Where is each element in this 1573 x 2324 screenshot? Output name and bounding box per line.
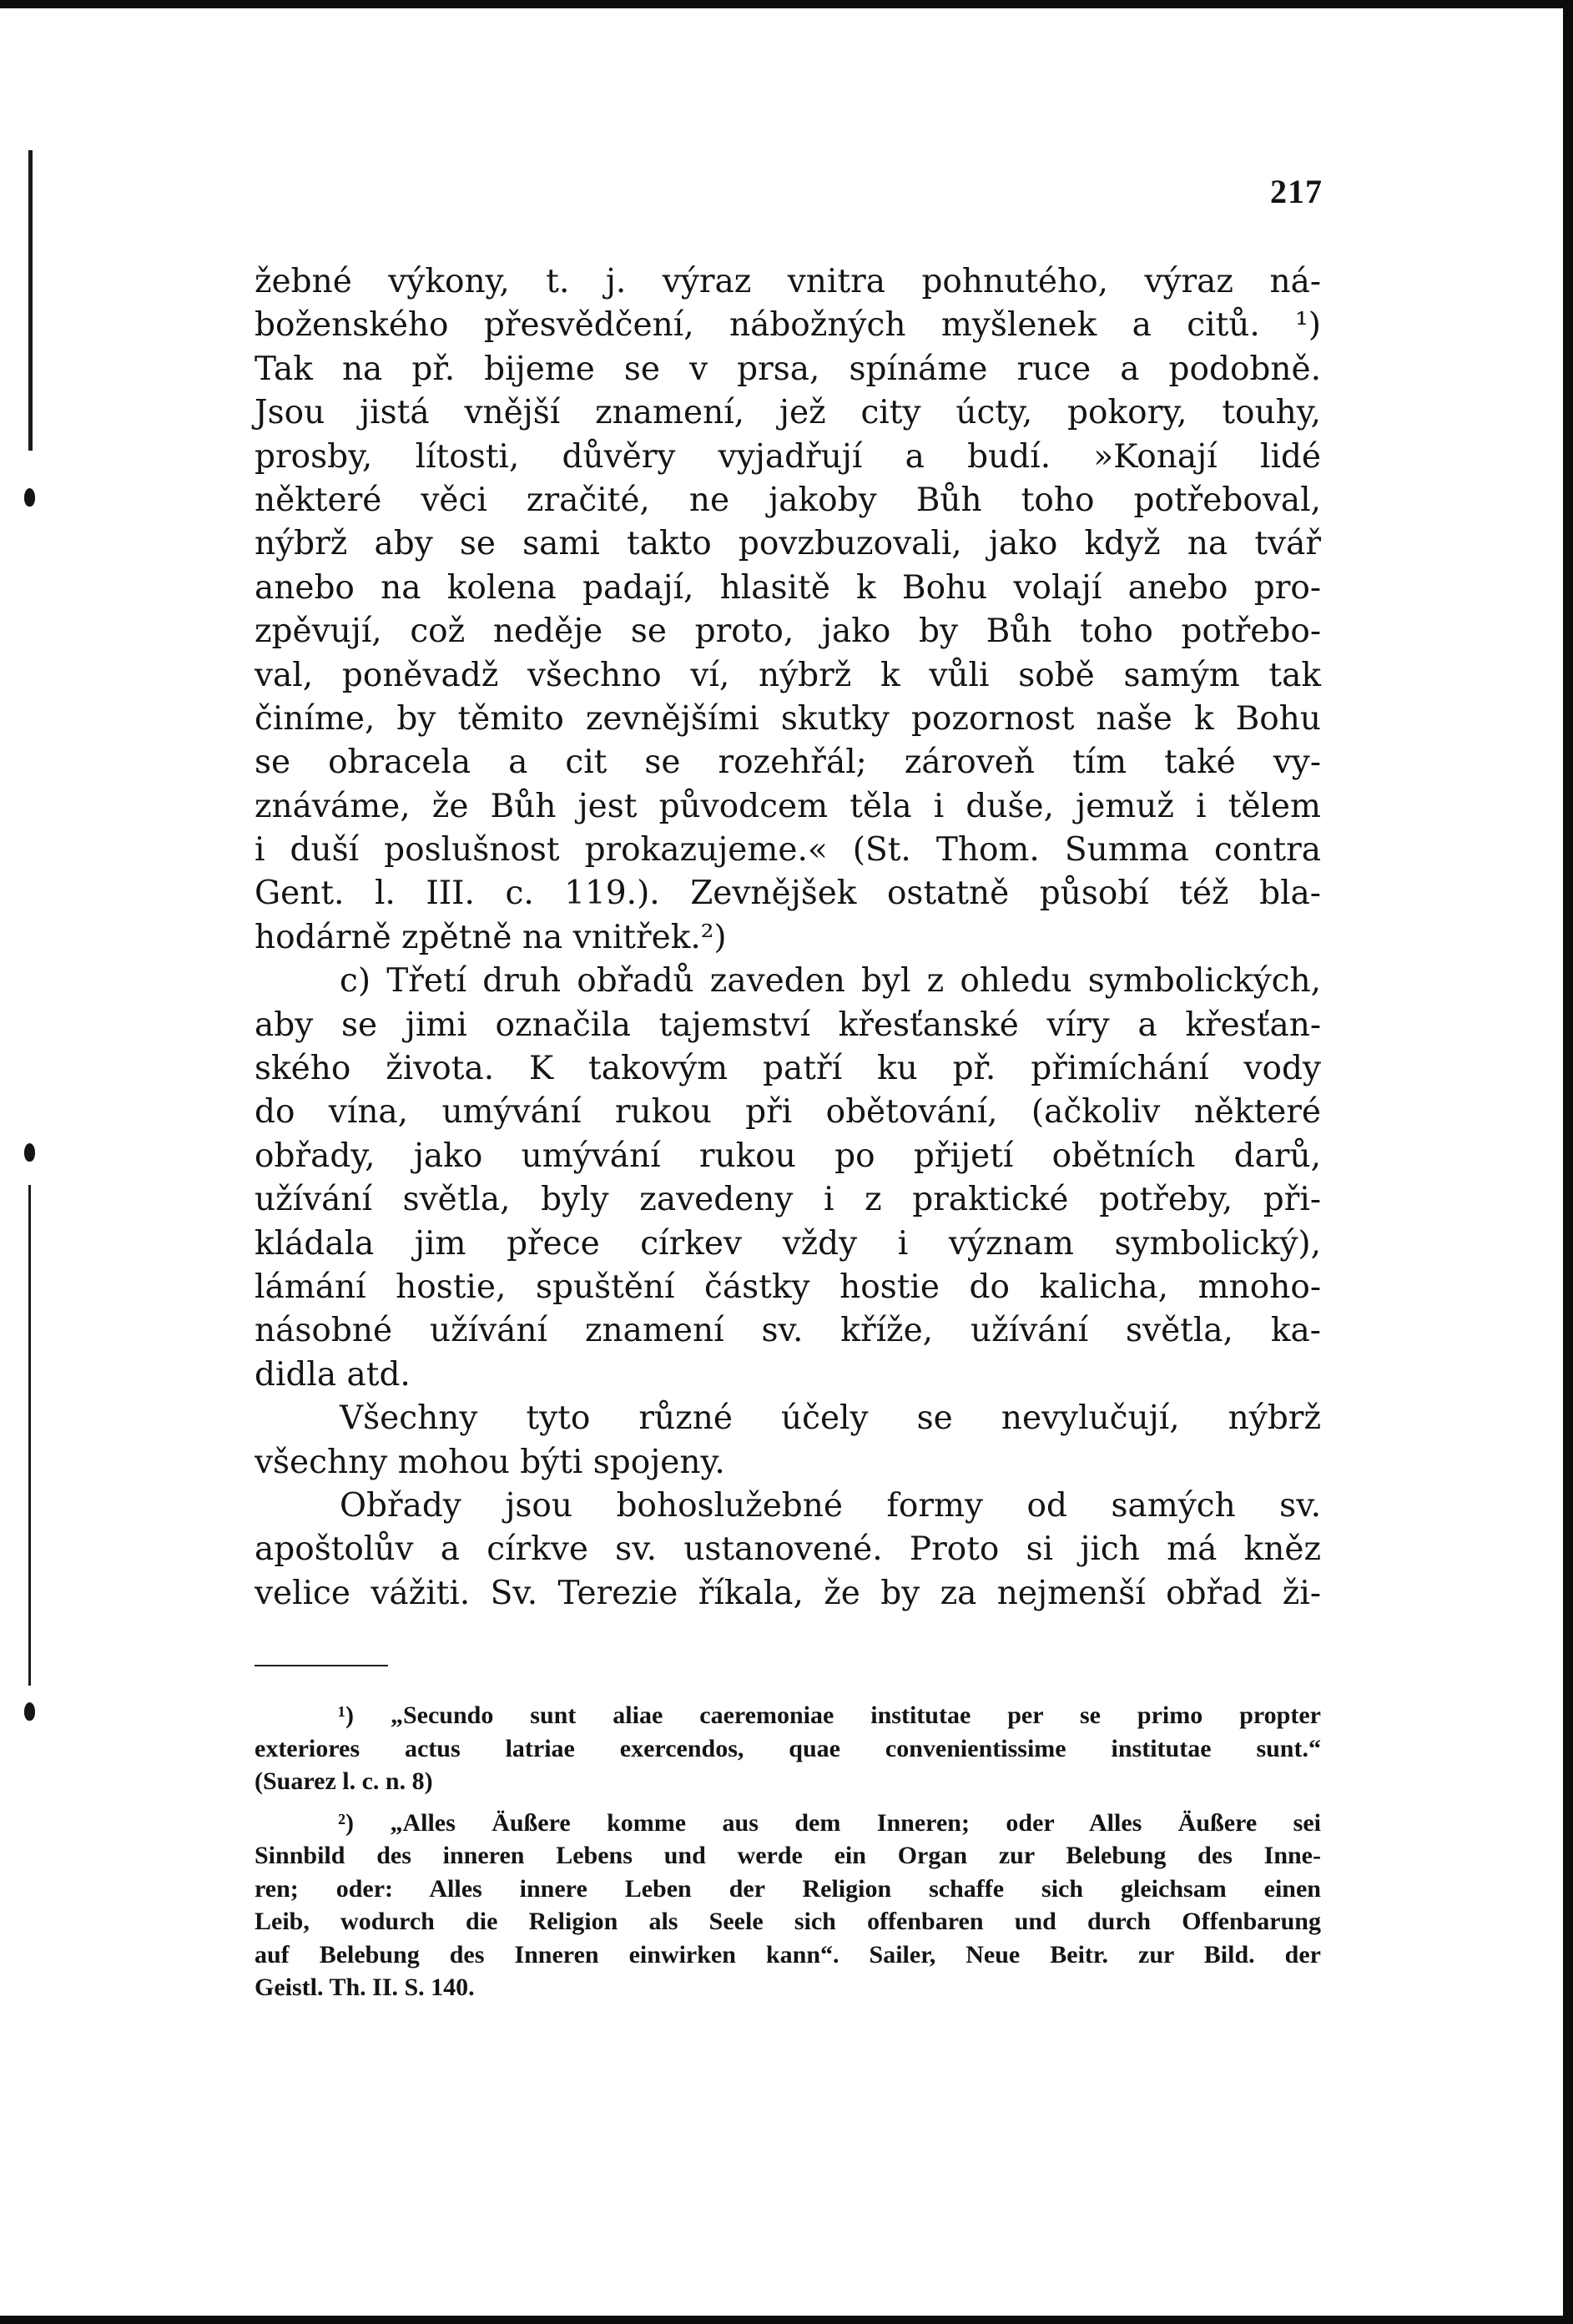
text-line: velice vážiti. Sv. Terezie říkala, že by za nejmenší obřad ži-	[255, 1574, 1321, 1612]
text-line: násobné užívání znamení sv. kříže, užívání světla, ka-	[255, 1312, 1321, 1350]
text-line: některé věci zračité, ne jakoby Bůh toho potřeboval,	[255, 481, 1321, 519]
footnotes	[255, 1699, 1321, 2004]
text-line: užívání světla, byly zavedeny i z praktické potřeby, při-	[255, 1181, 1321, 1219]
text-line: val, poněvadž všechno ví, nýbrž k vůli sobě samým tak	[255, 656, 1321, 694]
footnote-line: auf Belebung des Inneren einwirken kann“. Sailer, Neue Beitr. zur Bild. der	[255, 1940, 1321, 1969]
footnote-line: ren; oder: Alles innere Leben der Religion schaffe sich gleichsam einen	[255, 1874, 1321, 1903]
text-line: žebné výkony, t. j. výraz vnitra pohnutého, výraz ná-	[255, 263, 1321, 300]
text-line: Všechny tyto různé účely se nevylučují, nýbrž	[340, 1399, 1321, 1438]
text-line: všechny mohou býti spojeny.	[255, 1443, 725, 1481]
text-line: zpěvují, což neděje se proto, jako by Bůh toho potřebo-	[255, 613, 1321, 651]
text-line: nýbrž aby se sami takto povzbuzovali, jako když na tvář	[255, 525, 1321, 563]
text-line: prosby, lítosti, důvěry vyjadřují a budí. »Konají lidé	[255, 437, 1321, 476]
footnote-separator	[255, 1665, 388, 1666]
footnote-line: ¹) „Secundo sunt aliae caeremoniae institutae per se primo propter	[338, 1701, 1321, 1729]
footnote-gap	[255, 1798, 1321, 1807]
text-line: boženského přesvědčení, nábožných myšlenek a citů. ¹)	[255, 306, 1321, 345]
footnote-line: Sinnbild des inneren Lebens und werde ein Organ zur Belebung des Inne-	[255, 1842, 1321, 1869]
footnote-line: exteriores actus latriae exercendos, quae convenientissime institutae sunt.“	[255, 1734, 1321, 1762]
text-line: do vína, umývání rukou při obětování, (ačkoliv některé	[255, 1093, 1321, 1132]
text-line: obřady, jako umývání rukou po přijetí obětních darů,	[255, 1137, 1321, 1175]
text-line: ského života. K takovým patří ku př. přimíchání vody	[255, 1050, 1321, 1088]
text-line: apoštolův a církve sv. ustanovené. Proto si jich má kněz	[255, 1530, 1321, 1569]
text-line: se obracela a cit se rozehřál; zároveň tím také vy-	[255, 744, 1321, 782]
text-line: činíme, by těmito zevnějšími skutky pozornost naše k Bohu	[255, 699, 1321, 738]
text-line: kládala jim přece církev vždy i význam symbolický),	[255, 1224, 1321, 1263]
text-line: Obřady jsou bohoslužebné formy od samých sv.	[340, 1486, 1321, 1525]
binding-edge-dot	[24, 1702, 35, 1721]
text-line: c) Třetí druh obřadů zaveden byl z ohledu symbolických,	[340, 962, 1321, 1001]
text-line: Jsou jistá vnější znamení, jež city úcty, pokory, touhy,	[255, 394, 1321, 432]
text-line: i duší poslušnost prokazujeme.« (St. Thom. Summa contra	[255, 831, 1321, 870]
text-line: aby se jimi označila tajemství křesťanské víry a křesťan-	[255, 1006, 1321, 1044]
page-number: 217	[1270, 173, 1323, 210]
footnote-line: Leib, wodurch die Religion als Seele sich offenbaren und durch Offenbarung	[255, 1908, 1321, 1935]
main-text	[255, 260, 1321, 1616]
text-line: hodárně zpětně na vnitřek.²)	[255, 918, 727, 956]
footnote-line: (Suarez l. c. n. 8)	[255, 1767, 433, 1795]
text-line: Tak na př. bijeme se v prsa, spínáme ruce a podobně.	[255, 350, 1321, 388]
text-line: didla atd.	[255, 1355, 411, 1394]
binding-edge-mark	[28, 150, 33, 451]
text-line: anebo na kolena padají, hlasitě k Bohu volají anebo pro-	[255, 568, 1321, 607]
text-line: lámání hostie, spuštění částky hostie do kalicha, mnoho-	[255, 1268, 1321, 1306]
footnote-line: ²) „Alles Äußere komme aus dem Inneren; oder Alles Äußere sei	[338, 1808, 1321, 1837]
binding-edge-dot	[24, 488, 35, 507]
text-line: Gent. l. III. c. 119.). Zevnějšek ostatně působí též bla-	[255, 875, 1321, 913]
binding-edge-mark	[28, 1185, 31, 1686]
binding-edge-dot	[24, 1143, 35, 1162]
footnote-line: Geistl. Th. II. S. 140.	[255, 1974, 475, 2001]
text-line: znáváme, že Bůh jest původcem těla i duše, jemuž i tělem	[255, 787, 1321, 825]
